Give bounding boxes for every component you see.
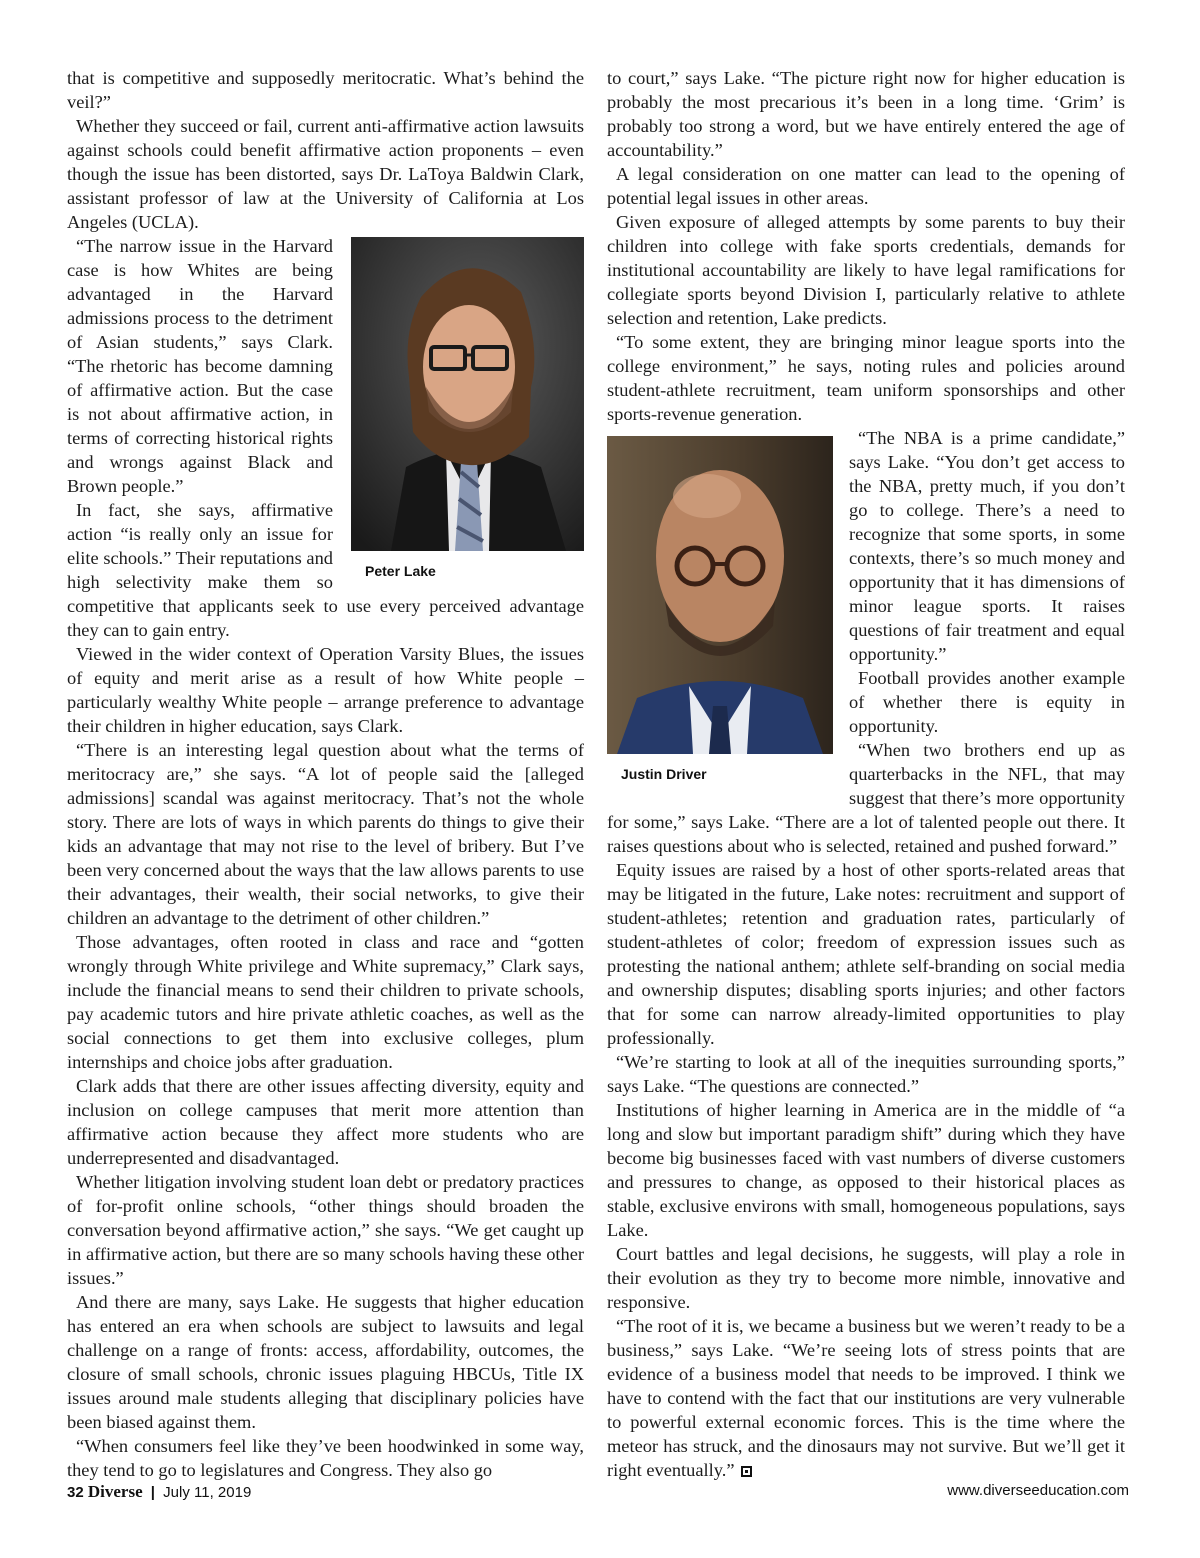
paragraph: “We’re starting to look at all of the inequities surrounding sports,” says Lake. “The questions are connected.”: [607, 1052, 1125, 1096]
paragraph: [607, 330, 1125, 426]
end-mark-icon: [741, 1466, 752, 1477]
paragraph: Equity issues are raised by a host of other sports-related areas that may be litigated in the future, Lake notes: recruitment and support of student-athletes; retention and graduation rates, particularly of student-athletes of color; freedom of expression issues such as protesting the national anthem; athlete self-branding on social media and ownership disputes; disabling sports injuries; and other factors that for some can narrow already-limited opportunities to play professionally.: [607, 860, 1125, 1048]
paragraph: “The NBA is a prime candidate,” says Lake. “You don’t get access to the NBA, pretty much, if you don’t go to college. There’s a need to recognize that some sports, in some contexts, there’s so much money and opportunity that it has dimensions of minor league sports. It raises questions of fair treatment and equal opportunity.”: [849, 428, 1125, 664]
left-column: [67, 66, 584, 1482]
page-footer: [67, 1482, 1129, 1504]
paragraph-text: “The root of it is, we became a business but we weren’t ready to be a business,” says Lake. “We’re seeing lots of stress points that are evidence of a business model that needs to be improved. I think we have to contend with the fact that our institutions are very vulnerable to powerful external economic forces. This is the time where the meteor has struck, and the dinosaurs may not survive. But we’ll get it right eventually.”: [607, 1316, 1125, 1480]
paragraph: Viewed in the wider context of Operation Varsity Blues, the issues of equity and merit arise as a result of how White people – particularly wealthy White people – arrange preference to advantage their children in higher education, says Clark.: [67, 644, 584, 736]
paragraph: A legal consideration on one matter can lead to the opening of potential legal issues in other areas.: [607, 164, 1125, 208]
paragraph: Court battles and legal decisions, he suggests, will play a role in their evolution as they try to become more nimble, innovative and responsive.: [607, 1244, 1125, 1312]
peter-lake-photo: [351, 237, 584, 551]
paragraph: Clark adds that there are other issues affecting diversity, equity and inclusion on college campuses that merit more attention than affirmative action because they affect more students who are underrepresented and disadvantaged.: [67, 1076, 584, 1168]
paragraph: [67, 114, 584, 234]
paragraph: “When consumers feel like they’ve been hoodwinked in some way, they tend to go to legislatures and Congress. They also go: [67, 1436, 584, 1480]
footer-separator: |: [150, 1484, 155, 1501]
website-url: www.diverseeducation.com: [947, 1482, 1129, 1499]
paragraph: to court,” says Lake. “The picture right now for higher education is probably the most precarious it’s been in a long time. ‘Grim’ is probably too strong a word, but we have entirely entered the age of accountability.”: [607, 68, 1125, 160]
paragraph: Given exposure of alleged attempts by some parents to buy their children into college with fake sports credentials, demands for institutional accountability are likely to have legal ramifications for collegiate sports beyond Division I, particularly relative to athlete selection and retention, Lake predicts.: [607, 212, 1125, 328]
paragraph: Whether litigation involving student loan debt or predatory practices of for-profit online schools, “other things should broaden the conversation beyond affirmative action,” she says. “We get caught up in affirmative action, but there are so many schools having these other issues.”: [67, 1172, 584, 1288]
magazine-name: Diverse: [87, 1482, 143, 1501]
paragraph: “The narrow issue in the Harvard case is how Whites are being advantaged in the Harvard admissions process to the detriment of Asian students,” says Clark. “The rhetoric has become damning of affirmative action. But the case is not about affirmative action, in terms of correcting historical rights and wrongs against Black and Brown people.”: [67, 236, 333, 496]
issue-date: July 11, 2019: [163, 1484, 252, 1501]
figure-caption: Justin Driver: [621, 766, 707, 782]
figure-peter-lake: [351, 237, 584, 579]
figure-caption: Peter Lake: [365, 563, 436, 579]
paragraph: In fact, she says, affirmative action “is really only an issue for elite schools.” Their reputations and high selectivity make them so competitive that applicants seek to use every perceived advantage they can to gain entry.: [67, 500, 584, 640]
paragraph: Football provides another example of whether there is equity in opportunity.: [849, 668, 1125, 736]
paragraph-text: “To some extent, they are bringing minor league sports into the college environment,” he says, noting rules and policies around student-athlete recruitment, team uniform sponsorships and other sports-revenue generation.: [607, 332, 1125, 424]
paragraph: Those advantages, often rooted in class and race and “gotten wrongly through White privilege and White supremacy,” Clark says, include the financial means to send their children to private schools, pay academic tutors and hire private athletic coaches, as well as the social connections to get them into exclusive colleges, plum internships and choice jobs after graduation.: [67, 932, 584, 1072]
page-number: 32: [67, 1484, 84, 1501]
paragraph: “There is an interesting legal question about what the terms of meritocracy are,” she says. “A lot of people said the [alleged admissions] scandal was against meritocracy. That’s not the whole story. There are lots of ways in which parents do things to give their kids an advantage that may not rise to the level of bribery. But I’ve been very concerned about the ways that the law allows parents to use their advantages, their wealth, their social networks, to give their children an advantage to the detriment of other children.”: [67, 740, 584, 928]
justin-driver-photo: [607, 436, 833, 754]
paragraph-text: Whether they succeed or fail, current anti-affirmative action lawsuits against schools could benefit affirmative action proponents – even though the issue has been distorted, says Dr. LaToya Baldwin Clark, assistant professor of law at the University of California at Los Angeles (UCLA).: [67, 116, 584, 232]
paragraph: “When two brothers end up as quarterbacks in the NFL, that may suggest that there’s more opportunity for some,” says Lake. “There are a lot of talented people out there. It raises questions about who is selected, retained and pushed forward.”: [607, 740, 1125, 856]
paragraph: [607, 1314, 1125, 1482]
right-column: [607, 66, 1125, 1482]
figure-justin-driver: [607, 436, 833, 782]
paragraph: Institutions of higher learning in America are in the middle of “a long and slow but important paradigm shift” during which they have become big businesses faced with vast numbers of diverse customers and pressures to change, as opposed to their historical places as stable, exclusive environs with small, homogeneous populations, says Lake.: [607, 1100, 1125, 1240]
paragraph: that is competitive and supposedly meritocratic. What’s behind the veil?”: [67, 68, 584, 112]
paragraph: And there are many, says Lake. He suggests that higher education has entered an era when schools are subject to lawsuits and legal challenge on a range of fronts: access, affordability, outcomes, the closure of small schools, chronic issues plaguing HBCUs, Title IX issues around male students alleging that disciplinary policies have been biased against them.: [67, 1292, 584, 1432]
